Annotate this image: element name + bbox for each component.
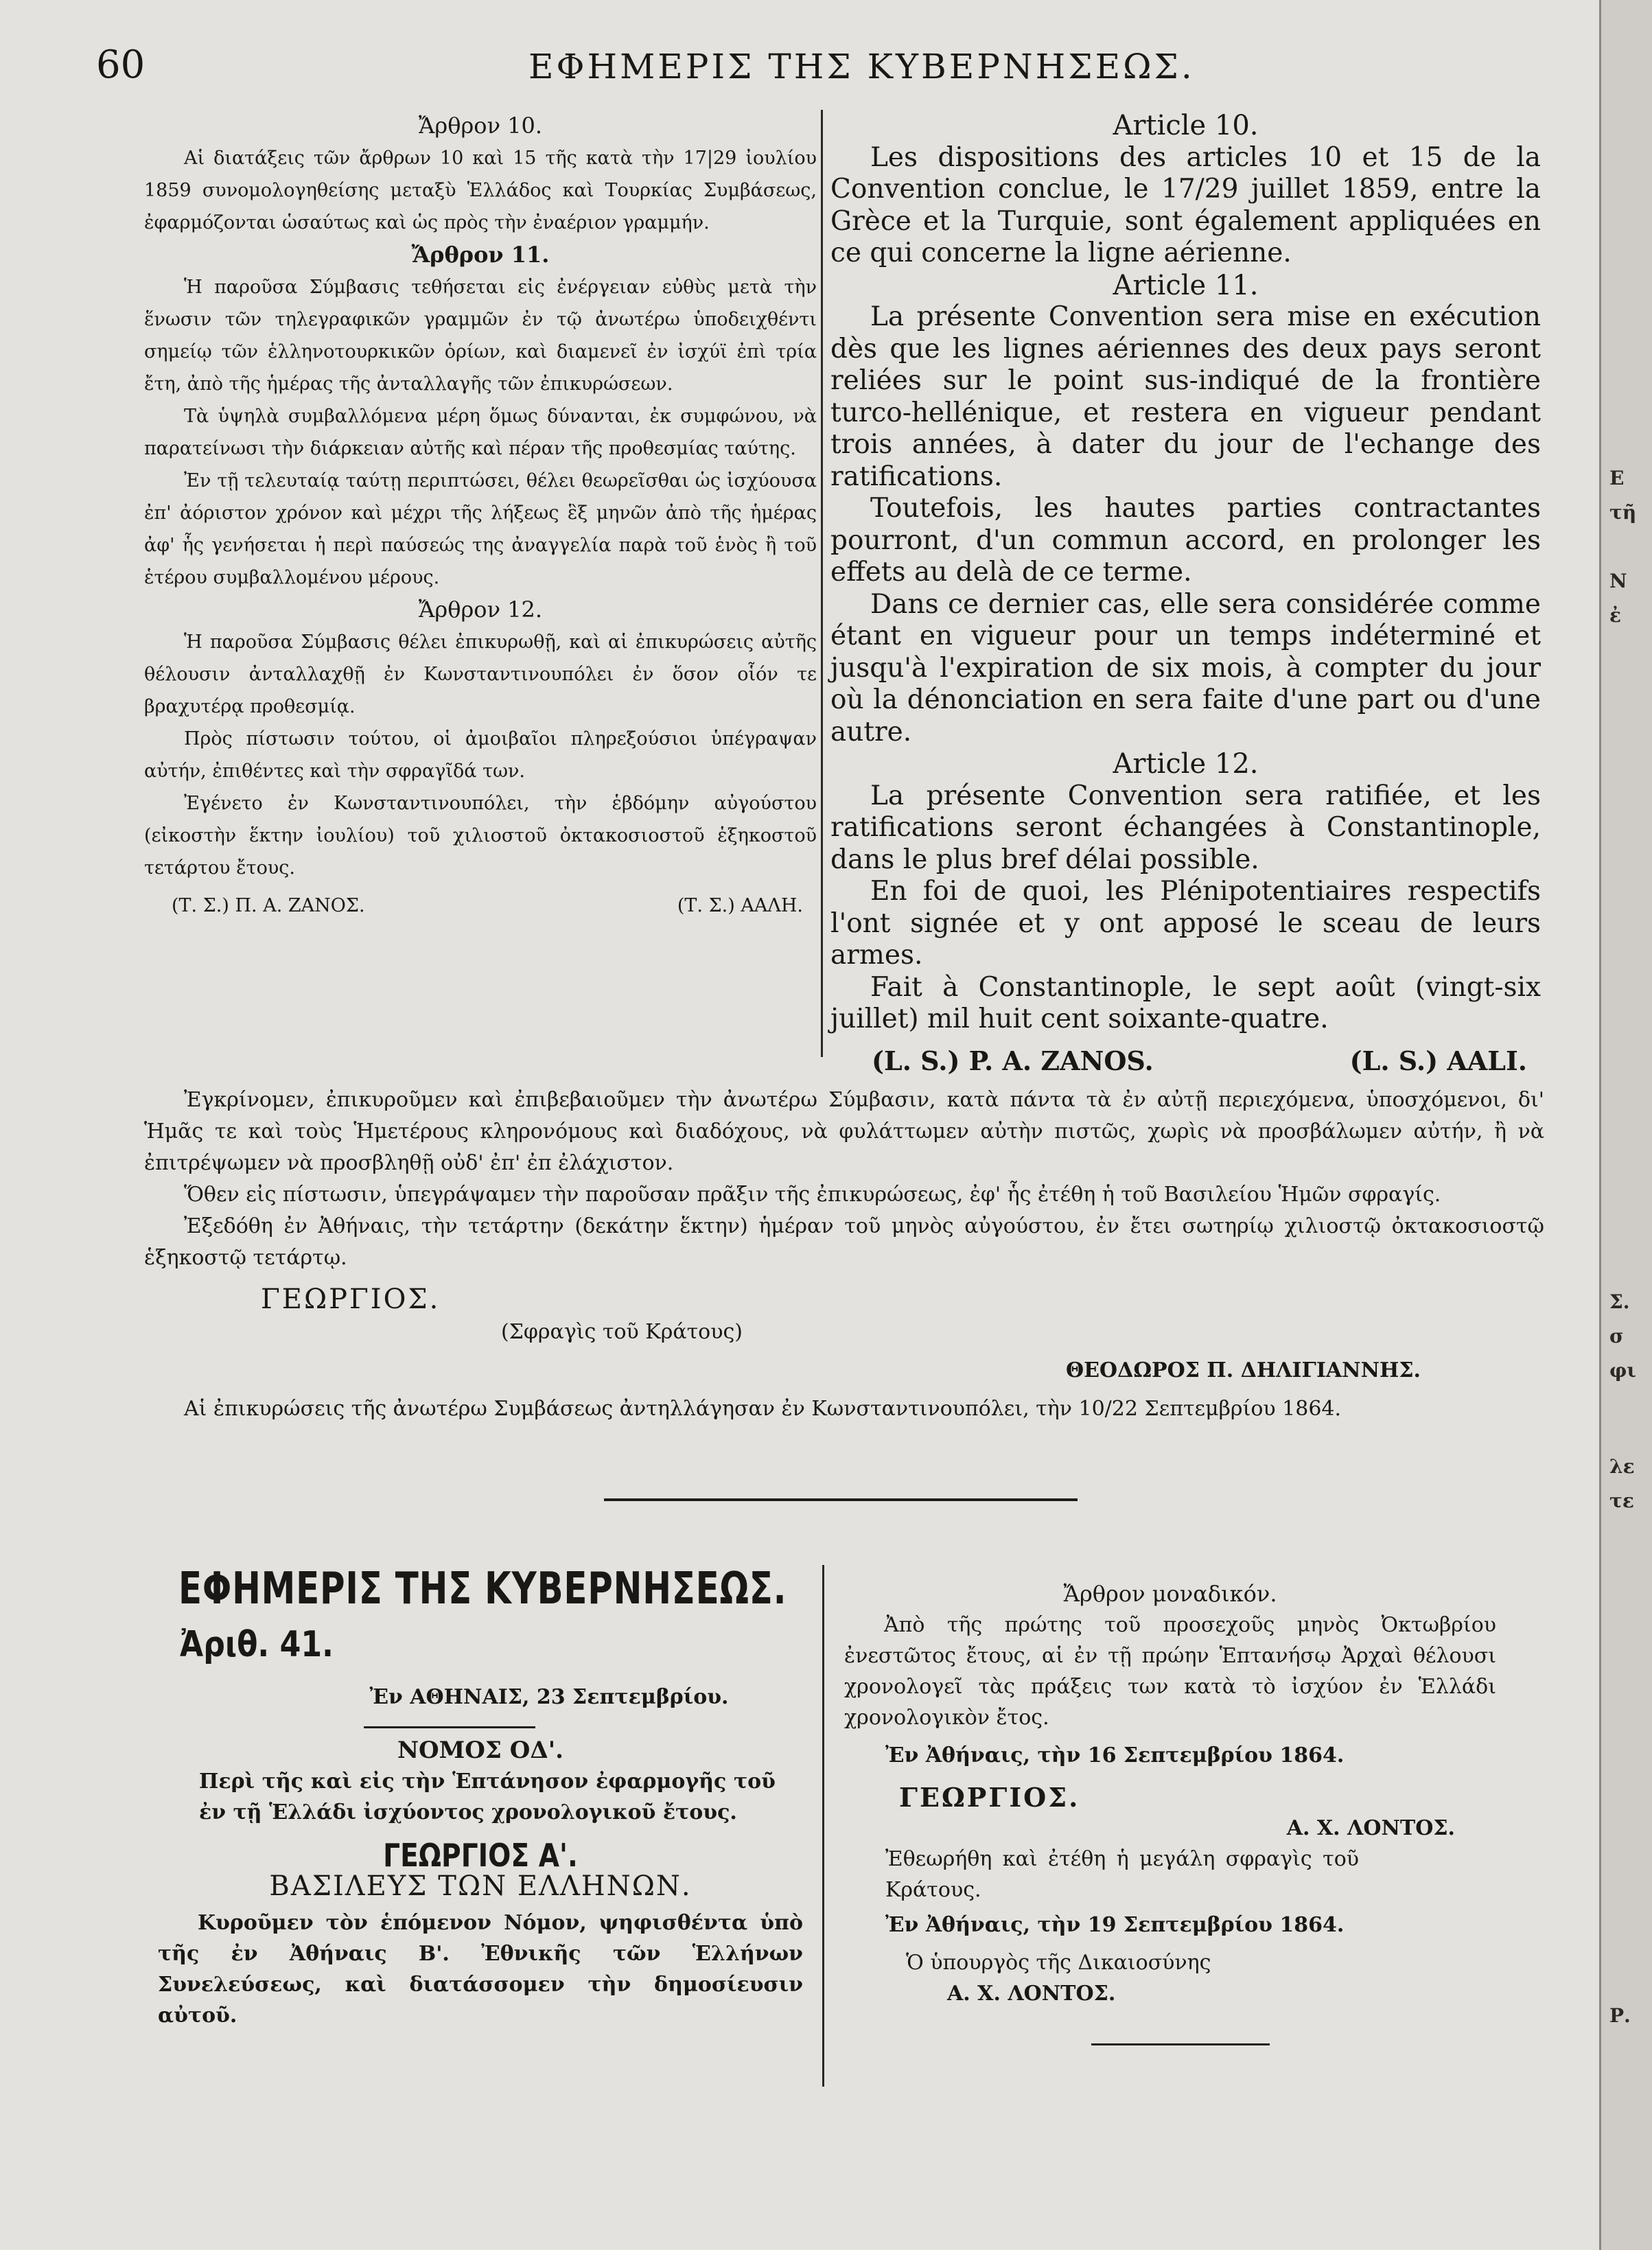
edge-fragment: Ρ. (1609, 2004, 1631, 2027)
edge-fragment: Ε (1609, 467, 1625, 489)
greek-article-10-heading: Ἄρθρον 10. (418, 113, 543, 139)
single-article-minister-name: Α. Χ. ΛΟΝΤΟΣ. (947, 1982, 1116, 2006)
single-article-section (844, 1579, 1496, 2045)
law-decree: Κυροῦμεν τὸν ἑπόμενον Νόμον, ψηφισθέντα ὑπὸ τῆς ἐν Ἀθήναις Β'. Ἐθνικῆς τῶν Ἑλλήνων Συνελεύσεως, καὶ διατάσσομεν τὴν δημοσίευσιν αὐτοῦ. (158, 1911, 803, 2028)
french-article-11-p3: Dans ce dernier cas, elle sera considérée comme étant en vigueur pour un temps indéterminé et jusqu'à l'expiration de six mois, à compter du jour où la dénonciation en sera faite d'une part ou d'une autre. (830, 588, 1541, 747)
king-title: ΓΕΩΡΓΙΟΣ Α'. (383, 1837, 578, 1874)
greek-treaty-column (144, 110, 817, 922)
section-rule (604, 1498, 1078, 1501)
single-article-heading: Ἄρθρον μοναδικόν. (1063, 1581, 1277, 1607)
ratification-exchange: Αἱ ἐπικυρώσεις τῆς ἀνωτέρω Συμβάσεως ἀντηλλάγησαν ἐν Κωνσταντινουπόλει, τὴν 10/22 Σεπτεμβρίου 1864. (184, 1397, 1342, 1421)
french-article-10-heading: Article 10. (1113, 110, 1259, 141)
french-article-11-p2: Toutefois, les hautes parties contractantes pourront, d'un commun accord, en prolonger les effets au delà de ce terme. (830, 493, 1541, 588)
greek-signature-zanos: (Τ. Σ.) Π. Α. ΖΑΝΟΣ. (172, 895, 365, 916)
king-subtitle: ΒΑΣΙΛΕΥΣ ΤΩΝ ΕΛΛΗΝΩΝ. (269, 1870, 692, 1902)
greek-article-10-text: Αἱ διατάξεις τῶν ἄρθρων 10 καὶ 15 τῆς κατὰ τὴν 17|29 ἰουλίου 1859 συνομολογηθείσης μεταξὺ Ἑλλάδος καὶ Τουρκίας Συμβάσεως, ἐφαρμόζονται ὡσαύτως καὶ ὡς πρὸς τὴν ἐναέριον γραμμήν. (144, 148, 817, 233)
edge-fragment: Σ. (1609, 1290, 1630, 1313)
greek-signature-aali: (Τ. Σ.) ΑΑΛΗ. (677, 895, 803, 916)
french-article-12-p3: Fait à Constantinople, le sept août (vingt-six juillet) mil huit cent soixante-quatre. (830, 971, 1541, 1034)
ratification-seal: (Σφραγὶς τοῦ Κράτους) (501, 1320, 743, 1344)
greek-signatures (144, 890, 817, 922)
greek-article-11-p2: Τὰ ὑψηλὰ συμβαλλόμενα μέρη ὅμως δύνανται, ἐκ συμφώνου, νὰ παρατείνωσι τὴν διάρκειαν αὐτῆς καὶ πέραν τῆς προθεσμίας ταύτης. (144, 406, 817, 459)
edge-fragment: Ν (1609, 570, 1627, 592)
single-article-king: ΓΕΩΡΓΙΟΣ. (899, 1782, 1080, 1813)
french-treaty-column (830, 110, 1541, 1077)
greek-article-11-heading: Ἄρθρον 11. (411, 242, 550, 268)
french-article-11-p1: La présente Convention sera mise en exécution dès que les lignes aériennes des deux pays seront reliées sur le point sus-indiqué de la frontière turco-hellénique, et restera en vigueur pendant trois années, à dater du jour de l'echange des ratifications. (830, 301, 1541, 492)
closing-rule (1091, 2043, 1270, 2045)
single-article-text: Ἀπὸ τῆς πρώτης τοῦ προσεχοῦς μηνὸς Ὀκτωβρίου ἐνεστῶτος ἔτους, αἱ ἐν τῇ πρώην Ἑπτανήσῳ Ἀρχαὶ θέλουσι χρονολογεῖ τὰς πράξεις των κατὰ τὸ ἰσχύον ἐν Ἑλλάδι χρονολογικὸν ἔτος. (844, 1613, 1496, 1730)
page-number: 60 (96, 43, 146, 87)
dateline-rule (364, 1726, 535, 1728)
edge-fragment: ἐ (1609, 604, 1622, 627)
french-article-12-heading: Article 12. (1113, 748, 1259, 780)
edge-fragment: λε (1609, 1455, 1635, 1478)
greek-article-12-heading: Ἄρθρον 12. (418, 596, 543, 623)
greek-article-11-p1: Ἡ παροῦσα Σύμβασις τεθήσεται εἰς ἐνέργειαν εὐθὺς μετὰ τὴν ἕνωσιν τῶν τηλεγραφικῶν γραμμῶν ἐν τῷ ἀνωτέρω ὑποδειχθέντι σημείῳ τῶν ἑλληνοτουρκικῶν ὁρίων, καὶ διαμενεῖ ἐν ἰσχύϊ ἐπὶ τρία ἔτη, ἀπὸ τῆς ἡμέρας τῆς ἀνταλλαγῆς τῶν ἐπικυρώσεων. (144, 277, 817, 395)
greek-article-12-p1: Ἡ παροῦσα Σύμβασις θέλει ἐπικυρωθῇ, καὶ αἱ ἐπικυρώσεις αὐτῆς θέλουσιν ἀνταλλαχθῇ ἐν Κωνσταντινουπόλει ἐν ὅσον οἷόν τε βραχυτέρᾳ προθεσμίᾳ. (144, 631, 817, 717)
single-article-seal-line: Ἐθεωρήθη καὶ ἐτέθη ἡ μεγάλη σφραγὶς τοῦ Κράτους. (885, 1847, 1359, 1902)
adjacent-page-edge (1599, 0, 1652, 2250)
running-head: ΕΦΗΜΕΡΙΣ ΤΗΣ ΚΥΒΕΡΝΗΣΕΩΣ. (528, 47, 1195, 86)
edge-fragment: τῆ (1609, 501, 1637, 524)
french-signature-aali: (L. S.) AALI. (1349, 1045, 1527, 1076)
edge-fragment: σ (1609, 1325, 1624, 1347)
law-subject: Περὶ τῆς καὶ εἰς τὴν Ἑπτάνησον ἐφαρμογῆς τοῦ ἐν τῇ Ἑλλάδι ἰσχύοντος χρονολογικοῦ ἔτους. (199, 1770, 776, 1824)
lower-column-divider (822, 1565, 824, 2087)
column-divider (821, 110, 823, 1057)
french-signatures (830, 1045, 1541, 1078)
single-article-minister-sig: Α. Χ. ΛΟΝΤΟΣ. (1286, 1816, 1455, 1840)
ratification-p3: Ἐξεδόθη ἐν Ἀθήναις, τὴν τετάρτην (δεκάτην ἕκτην) ἡμέραν τοῦ μηνὸς αὐγούστου, ἐν ἔτει σωτηρίῳ χιλιοστῷ ὀκτακοσιοστῷ ἑξηκοστῷ τετάρτῳ. (144, 1214, 1544, 1270)
french-article-12-p1: La présente Convention sera ratifiée, et les ratifications seront échangées à Constantinople, dans le plus bref délai possible. (830, 780, 1541, 875)
ratification-p1: Ἐγκρίνομεν, ἐπικυροῦμεν καὶ ἐπιβεβαιοῦμεν τὴν ἀνωτέρω Σύμβασιν, κατὰ πάντα τὰ ἐν αὐτῇ περιεχόμενα, ὑποσχόμενοι, δι' Ἡμᾶς τε καὶ τοὺς Ἡμετέρους κληρονόμους καὶ διαδόχους, νὰ φυλάττωμεν αὐτὴν πιστῶς, χωρὶς νὰ προσβάλωμεν αὐτήν, ἢ νὰ ἐπιτρέψωμεν νὰ προσβληθῇ οὐδ' ἐπ' ἐπ ἐλάχιστον. (144, 1088, 1544, 1175)
greek-article-12-p3: Ἐγένετο ἐν Κωνσταντινουπόλει, τὴν ἑβδόμην αὐγούστου (εἰκοστὴν ἕκτην ἰουλίου) τοῦ χιλιοστοῦ ὀκτακοσιοστοῦ ἑξηκοστοῦ τετάρτου ἔτους. (144, 793, 817, 879)
french-signature-zanos: (L. S.) P. A. ZANOS. (872, 1045, 1154, 1076)
single-article-date1: Ἐν Ἀθήναις, τὴν 16 Σεπτεμβρίου 1864. (885, 1743, 1345, 1767)
french-article-10-text: Les dispositions des articles 10 et 15 de la Convention conclue, le 17/29 juillet 1859, entre la Grèce et la Turquie, sont également appliquées en ce qui concerne la ligne aérienne. (830, 141, 1541, 268)
single-article-minister-title: Ὁ ὑπουργὸς τῆς Δικαιοσύνης (906, 1951, 1211, 1975)
edge-fragment: τε (1609, 1489, 1634, 1512)
issue-masthead: ΕΦΗΜΕΡΙΣ ΤΗΣ ΚΥΒΕΡΝΗΣΕΩΣ. (178, 1564, 787, 1614)
law-title: ΝΟΜΟΣ ΟΔ'. (397, 1737, 564, 1764)
edge-fragment: φι (1609, 1359, 1636, 1382)
issue-dateline: Ἐν ΑΘΗΝΑΙΣ, 23 Σεπτεμβρίου. (369, 1685, 729, 1709)
ratification-minister: ΘΕΟΔΩΡΟΣ Π. ΔΗΛΙΓΙΑΝΝΗΣ. (1065, 1358, 1421, 1382)
new-law-section (158, 1682, 803, 2031)
single-article-date2: Ἐν Ἀθήναις, τὴν 19 Σεπτεμβρίου 1864. (885, 1913, 1345, 1937)
issue-number: Ἀριθ. 41. (180, 1624, 334, 1665)
greek-article-12-p2: Πρὸς πίστωσιν τούτου, οἱ ἀμοιβαῖοι πληρεξούσιοι ὑπέγραψαν αὐτήν, ἐπιθέντες καὶ τὴν σφραγῖδά των. (144, 728, 817, 782)
french-article-11-heading: Article 11. (1113, 269, 1259, 301)
greek-article-11-p3: Ἐν τῇ τελευταίᾳ ταύτῃ περιπτώσει, θέλει θεωρεῖσθαι ὡς ἰσχύουσα ἐπ' ἀόριστον χρόνον καὶ μέχρι τῆς λήξεως ἓξ μηνῶν ἀπὸ τῆς ἡμέρας ἀφ' ἧς γενήσεται ἡ περὶ παύσεώς της ἀναγγελία παρὰ τοῦ ἑνὸς ἢ τοῦ ἑτέρου συμβαλλομένου μέρους. (144, 470, 817, 588)
french-article-12-p2: En foi de quoi, les Plénipotentiaires respectifs l'ont signée et y ont apposé le sceau de leurs armes. (830, 876, 1541, 971)
ratification-king: ΓΕΩΡΓΙΟΣ. (261, 1284, 441, 1315)
ratification-section (144, 1085, 1544, 1425)
ratification-p2: Ὅθεν εἰς πίστωσιν, ὑπεγράψαμεν τὴν παροῦσαν πρᾶξιν τῆς ἐπικυρώσεως, ἐφ' ἧς ἐτέθη ἡ τοῦ Βασιλείου Ἡμῶν σφραγίς. (184, 1183, 1441, 1207)
